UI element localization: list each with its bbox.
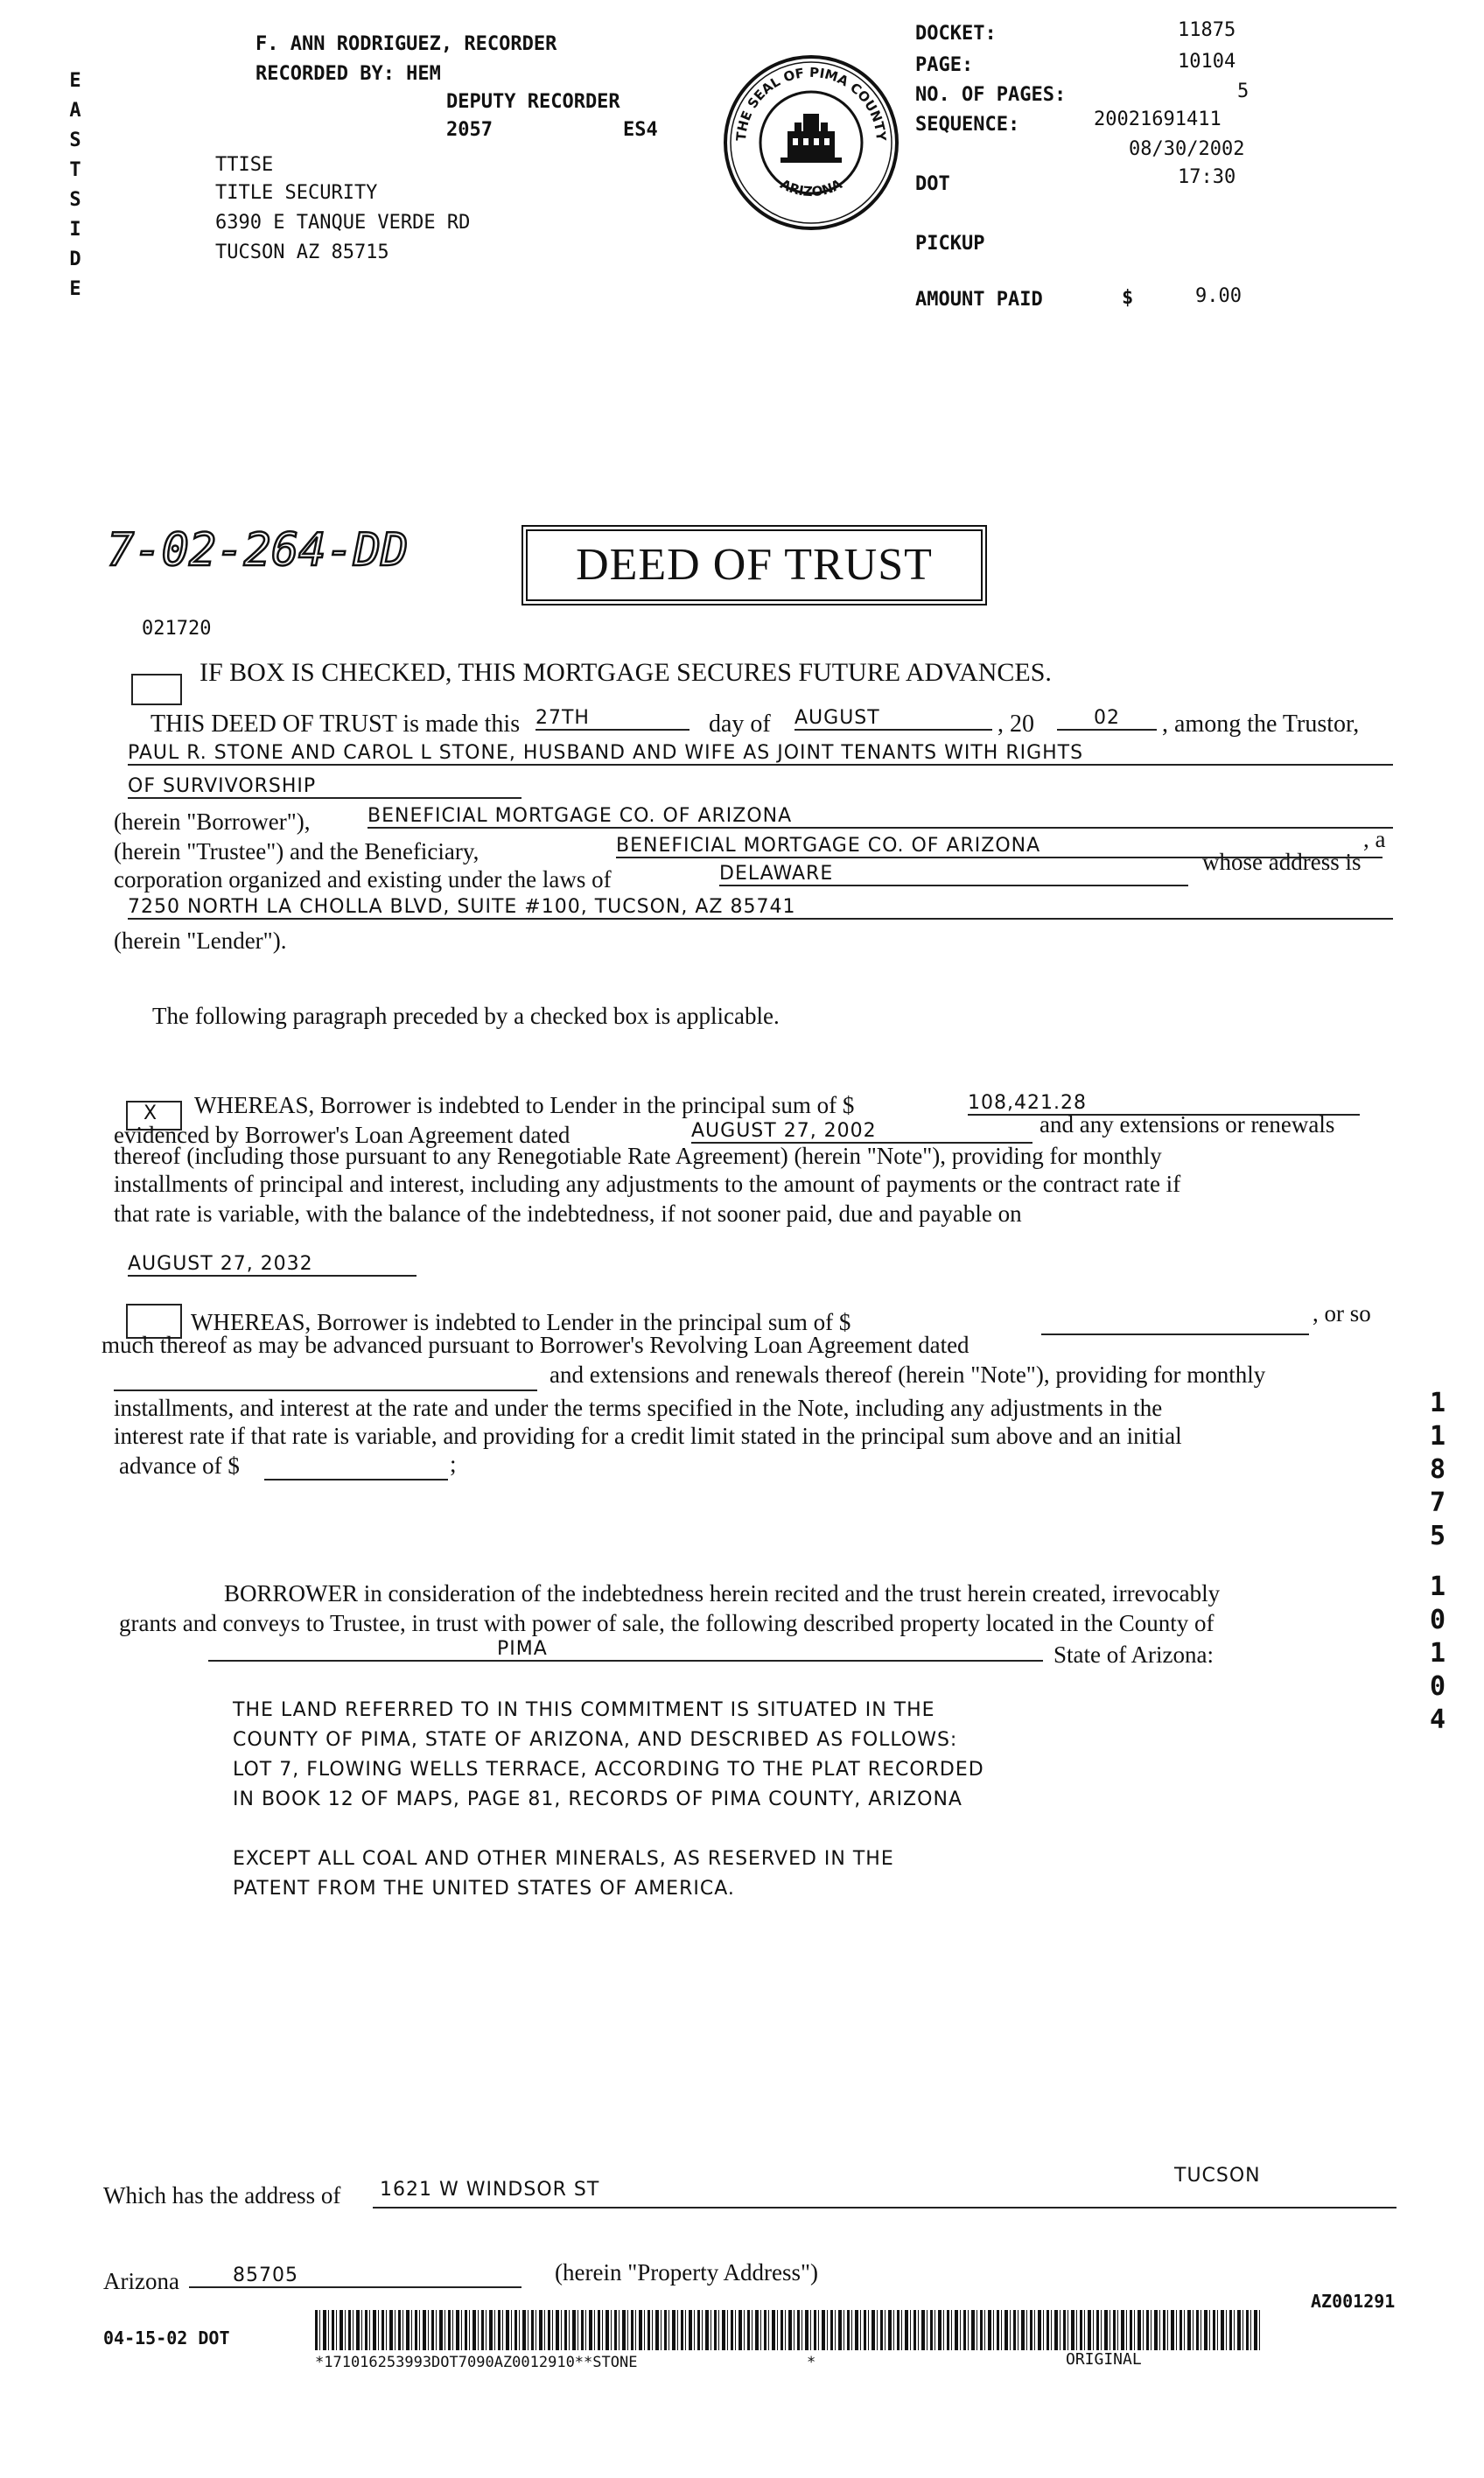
barcode-star: * bbox=[807, 2354, 816, 2371]
page-count: 5 bbox=[1237, 80, 1250, 102]
recorder-name: F. ANN RODRIGUEZ, RECORDER bbox=[256, 33, 557, 55]
side-stamp-digit: 1 bbox=[1429, 1421, 1446, 1452]
title-company: TITLE SECURITY bbox=[215, 182, 378, 204]
company-address-1: 6390 E TANQUE VERDE RD bbox=[215, 212, 471, 234]
future-advances-checkbox[interactable] bbox=[131, 674, 182, 705]
future-advances-text: IF BOX IS CHECKED, THIS MORTGAGE SECURES FUTURE ADVANCES. bbox=[200, 658, 1052, 687]
legal-description-line: COUNTY OF PIMA, STATE OF ARIZONA, AND DESCRIBED AS FOLLOWS: bbox=[233, 1729, 958, 1751]
legal-description-line: LOT 7, FLOWING WELLS TERRACE, ACCORDING TO THE PLAT RECORDED bbox=[233, 1759, 984, 1781]
intro-among: , among the Trustor, bbox=[1162, 710, 1360, 738]
grant-text-1: BORROWER in consideration of the indebtedness herein recited and the trust herein created, irrevocably bbox=[224, 1580, 1221, 1606]
principal-sum: 108,421.28 bbox=[968, 1092, 1360, 1116]
seal-bottom-text: ARIZONA bbox=[777, 176, 845, 200]
intro-a: , a bbox=[1363, 826, 1386, 852]
handwritten-reference bbox=[103, 514, 471, 584]
whereas2-text-5: interest rate if that rate is variable, and providing for a credit limit stated in the principal sum above and an initial bbox=[114, 1423, 1182, 1449]
sequence-number: 20021691411 bbox=[1094, 108, 1222, 130]
side-stamp-digit: 1 bbox=[1429, 1638, 1446, 1669]
whereas2-text-6: advance of $ bbox=[119, 1452, 240, 1479]
recording-date: 08/30/2002 bbox=[1129, 138, 1245, 160]
side-stamp-digit: 7 bbox=[1429, 1488, 1446, 1518]
whereas2-or-so: , or so bbox=[1312, 1300, 1371, 1326]
margin-letter: E bbox=[69, 70, 81, 92]
whereas1-text-1: WHEREAS, Borrower is indebted to Lender in the principal sum of $ bbox=[194, 1092, 855, 1118]
amount-paid-value: 9.00 bbox=[1195, 285, 1242, 307]
whereas1-text-4: thereof (including those pursuant to any Renegotiable Rate Agreement) (herein "Note"), providing for monthly bbox=[114, 1143, 1162, 1169]
recorder-code-1: 2057 bbox=[446, 119, 493, 141]
intro-year: 02 bbox=[1057, 707, 1157, 731]
side-stamp-digit: 1 bbox=[1429, 1572, 1446, 1602]
whereas2-text-2: much thereof as may be advanced pursuant to Borrower's Revolving Loan Agreement dated bbox=[102, 1332, 970, 1358]
margin-letter: A bbox=[69, 100, 81, 122]
whereas1-text-5: installments of principal and interest, including any adjustments to the amount of payments or the contract rate if bbox=[114, 1171, 1181, 1197]
deputy-recorder: DEPUTY RECORDER bbox=[446, 91, 620, 113]
side-stamp-digit: 1 bbox=[1429, 1388, 1446, 1418]
intro-day: 27TH bbox=[536, 707, 690, 731]
side-stamp-digit: 5 bbox=[1429, 1521, 1446, 1551]
barcode-text: *171016253993DOT7090AZ0012910**STONE bbox=[315, 2354, 638, 2371]
ttise-label: TTISE bbox=[215, 154, 274, 176]
herein-trustee: (herein "Trustee") and the Beneficiary, bbox=[114, 838, 480, 864]
whereas1-text-3: and any extensions or renewals bbox=[1040, 1111, 1335, 1138]
amount-currency: $ bbox=[1122, 287, 1134, 309]
following-paragraph-note: The following paragraph preceded by a checked box is applicable. bbox=[152, 1003, 780, 1029]
margin-letter: D bbox=[69, 248, 81, 270]
revolving-date-blank bbox=[114, 1365, 537, 1391]
side-stamp-digit: 0 bbox=[1429, 1671, 1446, 1702]
property-street: 1621 W WINDSOR ST bbox=[380, 2179, 600, 2201]
legal-description-line: IN BOOK 12 OF MAPS, PAGE 81, RECORDS OF PIMA COUNTY, ARIZONA bbox=[233, 1788, 962, 1810]
loan-agreement-date: AUGUST 27, 2002 bbox=[691, 1120, 1032, 1144]
page-number: 10104 bbox=[1178, 51, 1236, 73]
whereas2-text-4: installments, and interest at the rate and under the terms specified in the Note, including any adjustments in the bbox=[114, 1395, 1163, 1421]
docket-number: 11875 bbox=[1178, 19, 1236, 41]
recorder-code-2: ES4 bbox=[623, 119, 658, 141]
corporation-state: DELAWARE bbox=[719, 863, 1188, 886]
legal-description-line: THE LAND REFERRED TO IN THIS COMMITMENT IS SITUATED IN THE bbox=[233, 1699, 935, 1721]
margin-letter: S bbox=[69, 189, 81, 211]
checkbox-mark: X bbox=[144, 1102, 158, 1124]
svg-text:ARIZONA bbox=[778, 176, 845, 200]
eastside-margin-stamp bbox=[65, 66, 86, 304]
original-label: ORIGINAL bbox=[1066, 2350, 1142, 2369]
company-address-2: TUCSON AZ 85715 bbox=[215, 242, 389, 263]
side-stamp-digit: 8 bbox=[1429, 1454, 1446, 1485]
pickup-label: PICKUP bbox=[915, 233, 985, 255]
maturity-date: AUGUST 27, 2032 bbox=[128, 1253, 416, 1277]
exception-line: EXCEPT ALL COAL AND OTHER MINERALS, AS RESERVED IN THE bbox=[233, 1848, 894, 1870]
trustee-name: BENEFICIAL MORTGAGE CO. OF ARIZONA bbox=[368, 805, 1393, 829]
property-address-herein: (herein "Property Address") bbox=[555, 2259, 818, 2286]
trustor-names-continued: OF SURVIVORSHIP bbox=[128, 775, 522, 799]
exception-line: PATENT FROM THE UNITED STATES OF AMERICA. bbox=[233, 1878, 735, 1900]
margin-letter: T bbox=[69, 159, 81, 181]
herein-lender: (herein "Lender"). bbox=[114, 928, 287, 954]
county-value: PIMA bbox=[497, 1638, 548, 1660]
page-label: PAGE: bbox=[915, 54, 974, 76]
loan-reference: 021720 bbox=[142, 618, 212, 640]
whereas1-text-2: evidenced by Borrower's Loan Agreement dated bbox=[114, 1122, 570, 1148]
pages-label: NO. OF PAGES: bbox=[915, 84, 1067, 106]
side-stamp-gap bbox=[1424, 1553, 1451, 1571]
seal-top-text: THE SEAL OF PIMA COUNTY bbox=[732, 64, 890, 142]
recording-time: 17:30 bbox=[1178, 166, 1236, 188]
docket-label: DOCKET: bbox=[915, 23, 997, 45]
initial-advance-blank bbox=[264, 1454, 448, 1480]
document-barcode bbox=[315, 2310, 1260, 2350]
margin-letter: I bbox=[69, 219, 81, 241]
whereas1-text-6: that rate is variable, with the balance of the indebtedness, if not sooner paid, due and payable on bbox=[114, 1200, 1022, 1227]
intro-comma20: , 20 bbox=[998, 710, 1034, 738]
whereas2-text-3: and extensions and renewals thereof (herein "Note"), providing for monthly bbox=[550, 1362, 1266, 1388]
whereas2-text-1: WHEREAS, Borrower is indebted to Lender in the principal sum of $ bbox=[191, 1309, 851, 1335]
arizona-label: Arizona bbox=[103, 2268, 179, 2294]
state-of-arizona: State of Arizona: bbox=[1054, 1642, 1214, 1668]
grant-text-2: grants and conveys to Trustee, in trust with power of sale, the following described property located in the County of bbox=[119, 1610, 1214, 1636]
beneficiary-name: BENEFICIAL MORTGAGE CO. OF ARIZONA bbox=[616, 835, 1382, 858]
deed-title-box bbox=[522, 525, 987, 606]
intro-made-this: THIS DEED OF TRUST is made this bbox=[150, 710, 521, 738]
county-name bbox=[208, 1638, 1043, 1662]
dot-label: DOT bbox=[915, 173, 950, 195]
deed-title: DEED OF TRUST bbox=[576, 540, 933, 590]
side-stamp-digit: 0 bbox=[1429, 1605, 1446, 1635]
property-zip-value: 85705 bbox=[233, 2264, 298, 2286]
sequence-label: SEQUENCE: bbox=[915, 114, 1020, 136]
property-address-label: Which has the address of bbox=[103, 2182, 341, 2208]
intro-month: AUGUST bbox=[794, 707, 992, 731]
form-id: AZ001291 bbox=[1311, 2291, 1396, 2312]
property-zip bbox=[189, 2264, 522, 2288]
lender-address: 7250 NORTH LA CHOLLA BLVD, SUITE #100, TUCSON, AZ 85741 bbox=[128, 896, 1393, 920]
margin-letter: S bbox=[69, 130, 81, 151]
corporation-text: corporation organized and existing under the laws of bbox=[114, 866, 612, 892]
form-date: 04-15-02 DOT bbox=[103, 2328, 230, 2348]
pima-county-seal bbox=[719, 51, 903, 234]
recorded-by: RECORDED BY: HEM bbox=[256, 63, 441, 85]
margin-letter: E bbox=[69, 278, 81, 300]
property-city: TUCSON bbox=[1174, 2165, 1261, 2187]
handwritten-reference-text: 7-02-264-DD bbox=[107, 524, 409, 577]
trustor-names: PAUL R. STONE AND CAROL L STONE, HUSBAND AND WIFE AS JOINT TENANTS WITH RIGHTS bbox=[128, 742, 1393, 766]
side-stamp-digit: 4 bbox=[1429, 1704, 1446, 1735]
amount-paid-label: AMOUNT PAID bbox=[915, 289, 1043, 311]
side-docket-stamp bbox=[1424, 1387, 1451, 1737]
intro-day-of: day of bbox=[709, 710, 771, 738]
whose-address: whose address is bbox=[1202, 849, 1362, 875]
herein-borrower: (herein "Borrower"), bbox=[114, 808, 311, 835]
whereas2-semicolon: ; bbox=[450, 1451, 457, 1477]
